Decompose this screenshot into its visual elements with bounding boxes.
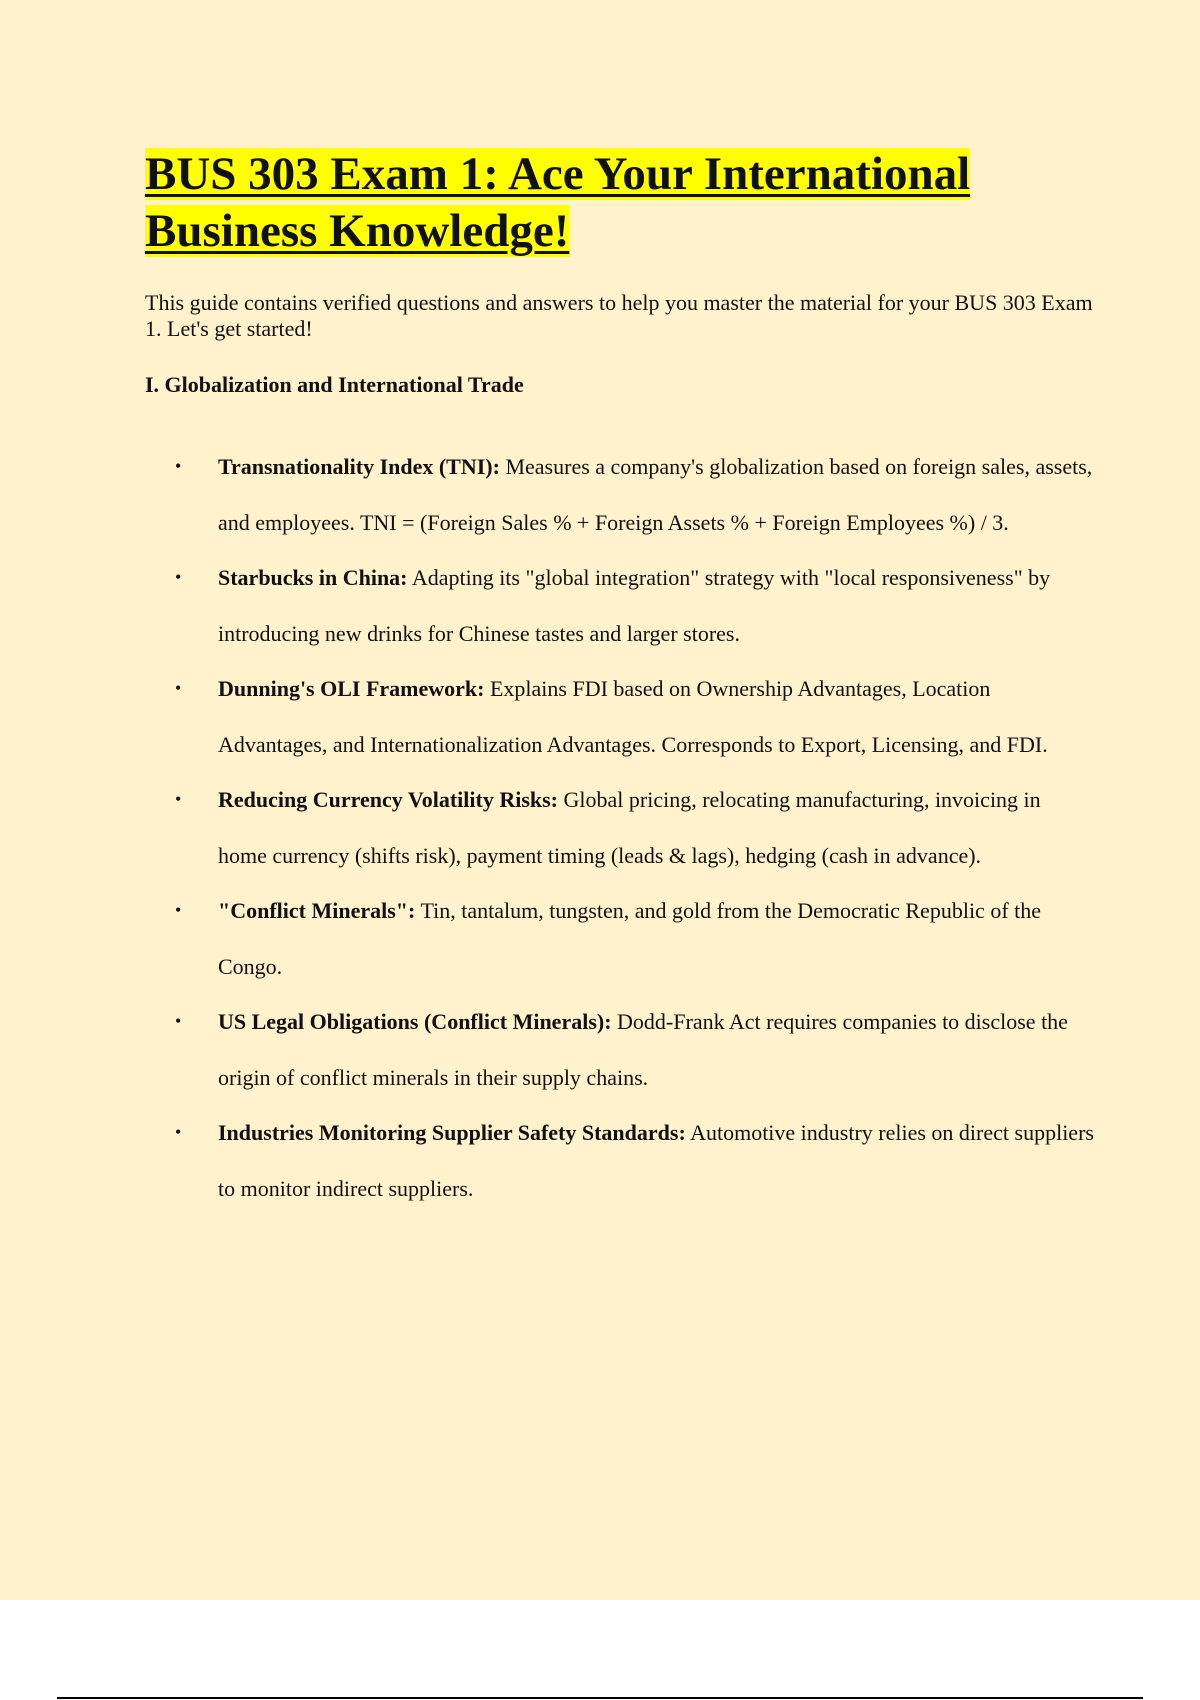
bullet-term: Dunning's OLI Framework: [218,676,485,701]
list-item [145,550,1095,661]
bullet-term: US Legal Obligations (Conflict Minerals): [218,1009,612,1034]
bullet-list [145,439,1095,1216]
bullet-text: Automotive industry relies on direct suppliers to monitor indirect suppliers. [218,1120,1094,1201]
document-title-text: BUS 303 Exam 1: Ace Your International Business Knowledge! [145,148,971,257]
list-item [145,883,1095,994]
section-heading: I. Globalization and International Trade [145,372,524,397]
bullet-term: Transnationality Index (TNI): [218,454,500,479]
bullet-icon: • [175,456,182,476]
document-title [145,146,1095,260]
bullet-icon: • [175,789,182,809]
bullet-icon: • [175,1122,182,1142]
list-item [145,439,1095,550]
list-item [145,994,1095,1105]
list-item [145,661,1095,772]
bullet-icon: • [175,567,182,587]
list-item [145,1105,1095,1216]
bullet-text: Explains FDI based on Ownership Advantages, Location Advantages, and Internationalization Advantages. Corresponds to Export, Licensing, and FDI. [218,676,1048,757]
bullet-term: Reducing Currency Volatility Risks: [218,787,559,812]
bullet-term: "Conflict Minerals": [218,898,416,923]
list-item [145,772,1095,883]
bullet-text: Adapting its "global integration" strategy with "local responsiveness" by introducing new drinks for Chinese tastes and larger stores. [218,565,1051,646]
bullet-term: Starbucks in China: [218,565,408,590]
document-content [145,146,1095,1216]
bullet-icon: • [175,678,182,698]
bullet-text: Dodd-Frank Act requires companies to disclose the origin of conflict minerals in their supply chains. [218,1009,1068,1090]
bullet-text: Tin, tantalum, tungsten, and gold from the Democratic Republic of the Congo. [218,898,1042,979]
bullet-text: Global pricing, relocating manufacturing, invoicing in home currency (shifts risk), payment timing (leads & lags), hedging (cash in advance). [218,787,1041,868]
bullet-icon: • [175,1011,182,1031]
bullet-text: Measures a company's globalization based on foreign sales, assets, and employees. TNI = (Foreign Sales % + Foreign Assets % + Foreign Employees %) / 3. [218,454,1093,535]
bullet-term: Industries Monitoring Supplier Safety Standards: [218,1120,686,1145]
bullet-icon: • [175,900,182,920]
page-footer-divider [57,1697,1143,1699]
intro-paragraph: This guide contains verified questions and answers to help you master the material for your BUS 303 Exam 1. Let's get started! [145,290,1093,341]
